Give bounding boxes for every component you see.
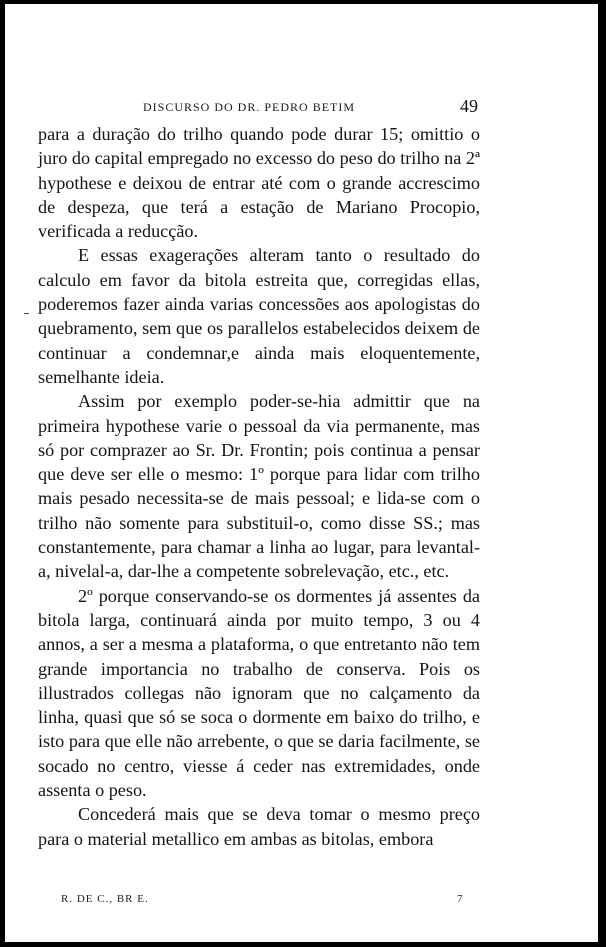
margin-mark bbox=[24, 313, 29, 314]
sheet-number: 7 bbox=[457, 893, 463, 905]
page-footer bbox=[5, 893, 598, 913]
paragraph: Assim por exemplo poder-se-hia admittir que na primeira hypothese varie o pessoal da via permanente, mas só por comprazer ao Sr. Dr. Frontin; pois continua a pensar que deve ser elle o mesmo: 1º porque para lidar com trilho mais pesado necessita-se de mais pessoal; e lida-se com o trilho não somente para substituil-o, como disse SS.; mas constantemente, para chamar a linha ao lugar, para levantal-a, nivelal-a, dar-lhe a competente sobrelevação, etc., etc. bbox=[38, 391, 480, 582]
book-page bbox=[5, 4, 598, 942]
paragraph: E essas exagerações alteram tanto o resultado do calculo em favor da bitola estreita que, corregidas ellas, poderemos fazer ainda varias concessões aos apologistas do quebramento, sem que os parallelos estabelecidos deixem de continuar a condemnar,e ainda mais eloquentemente, semelhante ideia. bbox=[38, 245, 480, 387]
paragraph: 2º porque conservando-se os dormentes já assentes da bitola larga, continuará ainda por muito tempo, 3 ou 4 annos, a ser a mesma a plataforma, o que entretanto não tem grande importancia no trabalho de conserva. Pois os illustrados collegas não ignoram que no calçamento da linha, quasi que só se soca o dormente em baixo do trilho, e isto para que elle não arrebente, o que se daria facilmente, se socado no centro, viesse á ceder nas extremidades, onde assenta o peso. bbox=[38, 585, 480, 801]
running-title: DISCURSO DO DR. PEDRO BETIM bbox=[143, 100, 356, 114]
paragraph: para a duração do trilho quando pode durar 15; omittio o juro do capital empregado no excesso do peso do trilho na 2ª hypothese e deixou de entrar até com o grande accrescimo de despeza, que terá a estação de Mariano Procopio, verificada a reducção. bbox=[38, 124, 480, 242]
paragraph: Concederá mais que se deva tomar o mesmo preço para o material metallico em ambas as bitolas, embora bbox=[38, 804, 480, 849]
page-header bbox=[5, 96, 598, 120]
body-text bbox=[38, 122, 480, 851]
signature-mark: R. DE C., BR E. bbox=[61, 893, 149, 905]
page-number: 49 bbox=[460, 96, 478, 116]
